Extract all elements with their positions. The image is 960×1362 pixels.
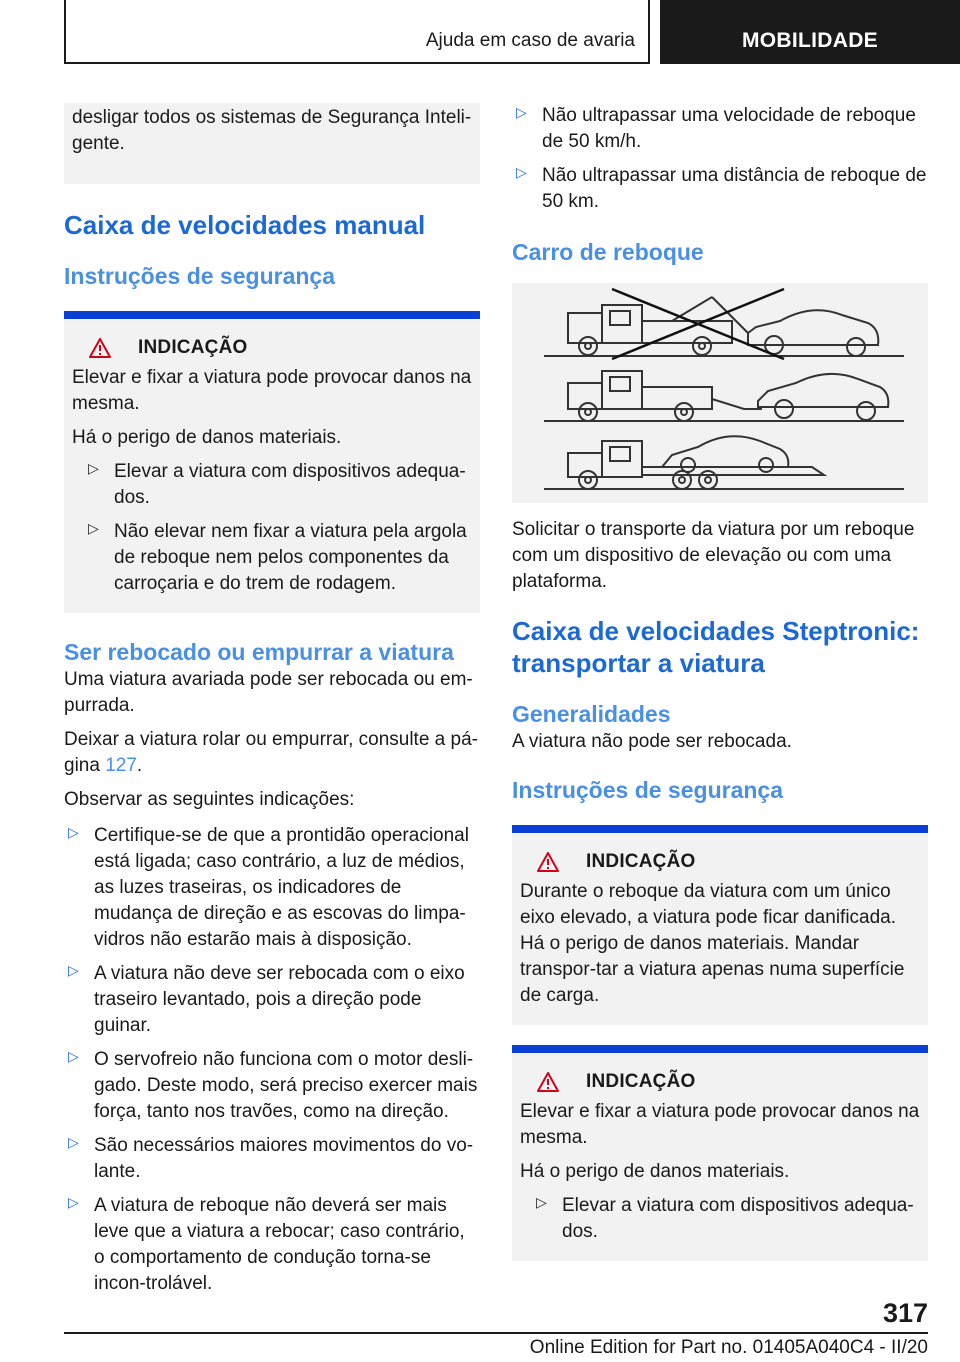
heading-general: Generalidades	[512, 701, 671, 727]
tow-truck-illustration	[512, 283, 928, 503]
warning-triangle-icon	[530, 852, 566, 872]
bullet-triangle-icon: ▷	[68, 1194, 79, 1210]
bullet-triangle-icon: ▷	[68, 824, 79, 840]
header-section-title: Ajuda em caso de avaria	[425, 30, 635, 51]
list-item-text: Não ultrapassar uma distância de reboque de 50 km.	[542, 165, 927, 212]
warning-text: Há o perigo de danos materiais.	[72, 427, 342, 448]
heading-steptronic: Caixa de velocidades Steptronic: transportar a viatura	[512, 616, 920, 678]
warning-title: INDICAÇÃO	[586, 1071, 696, 1092]
warning-title: INDICAÇÃO	[138, 337, 248, 358]
list-item	[512, 103, 928, 155]
warning-triangle-icon	[530, 1072, 566, 1092]
list-item-text: Não elevar nem fixar a viatura pela argola de reboque nem pelos componentes da carroçaria e do trem de rodagem.	[114, 521, 467, 594]
paragraph: Observar as seguintes indicações:	[64, 789, 355, 810]
page-link[interactable]: 127	[105, 755, 137, 776]
warning-text: Há o perigo de danos materiais.	[520, 1161, 790, 1182]
warning-triangle-icon	[82, 338, 118, 358]
paragraph: A viatura não pode ser rebocada.	[512, 731, 792, 752]
list-item-text: A viatura de reboque não deverá ser mais leve que a viatura a rebocar; caso contrário, o comportamento de condução torna-se incon-trolável.	[94, 1195, 465, 1294]
bullet-triangle-icon: ▷	[68, 962, 79, 978]
left-column	[64, 103, 480, 1305]
warning-box	[64, 311, 480, 613]
list-item	[512, 163, 928, 215]
list-item-text: Elevar a viatura com dispositivos adequa-dos.	[562, 1195, 914, 1242]
warning-header	[520, 1071, 920, 1093]
list-item	[64, 1193, 480, 1297]
bullet-triangle-icon: ▷	[536, 1194, 547, 1210]
header-chapter-tab: MOBILIDADE	[660, 0, 960, 64]
warning-title: INDICAÇÃO	[586, 851, 696, 872]
warning-box	[512, 1045, 928, 1261]
list-item-text: Elevar a viatura com dispositivos adequa-dos.	[114, 461, 466, 508]
page-number: 317	[882, 1298, 928, 1328]
list-item-text: Não ultrapassar uma velocidade de reboque de 50 km/h.	[542, 105, 916, 152]
bullet-triangle-icon: ▷	[88, 520, 99, 536]
bullet-triangle-icon: ▷	[68, 1134, 79, 1150]
list-item-text: A viatura não deve ser rebocada com o eixo traseiro levantado, pois a direção pode guinar.	[94, 963, 465, 1036]
bullet-triangle-icon: ▷	[88, 460, 99, 476]
warning-text: Elevar e fixar a viatura pode provocar danos na mesma.	[72, 367, 472, 414]
figure-caption: Solicitar o transporte da viatura por um reboque com um dispositivo de elevação ou com uma plataforma.	[512, 519, 915, 592]
heading-manual-gearbox: Caixa de velocidades manual	[64, 210, 426, 240]
list-item	[520, 1193, 920, 1245]
header-right-rule	[648, 0, 650, 64]
bullet-triangle-icon: ▷	[516, 164, 527, 180]
warning-header	[72, 337, 472, 359]
right-column	[512, 103, 928, 1261]
bullet-triangle-icon: ▷	[68, 1048, 79, 1064]
warning-box	[512, 825, 928, 1025]
bullet-triangle-icon: ▷	[516, 104, 527, 120]
heading-tow-truck: Carro de reboque	[512, 239, 704, 265]
list-item	[64, 1133, 480, 1185]
heading-towing: Ser rebocado ou empurrar a viatura	[64, 639, 454, 665]
warning-text: Elevar e fixar a viatura pode provocar danos na mesma.	[520, 1101, 920, 1148]
footer-rule	[64, 1332, 928, 1334]
heading-safety-instructions: Instruções de segurança	[512, 777, 783, 803]
list-item	[72, 459, 472, 511]
list-item-text: Certifique-se de que a prontidão operacional está ligada; caso contrário, a luz de médios, as luzes traseiras, os indicadores de mudança de direção e as escovas do limpa-vidros não estarão mais à disposição.	[94, 825, 469, 950]
header-bottom-rule	[64, 62, 650, 64]
warning-text: Durante o reboque da viatura com um único eixo elevado, a viatura pode ficar danificada. Há o perigo de danos materiais. Mandar transpor-tar a viatura apenas numa superfície de carga.	[520, 881, 905, 1006]
header-left-rule	[64, 0, 66, 64]
list-item	[72, 519, 472, 597]
list-item-text: O servofreio não funciona com o motor desli-gado. Deste modo, será preciso exercer mais força, tanto nos travões, como na direção.	[94, 1049, 478, 1122]
heading-safety-instructions: Instruções de segurança	[64, 263, 335, 289]
intro-box	[64, 103, 480, 184]
list-item	[64, 961, 480, 1039]
list-item-text: São necessários maiores movimentos do vo-lante.	[94, 1135, 474, 1182]
intro-text: desligar todos os sistemas de Segurança Inteli-gente.	[72, 107, 472, 154]
paragraph: Deixar a viatura rolar ou empurrar, consulte a pá-gina 127.	[64, 729, 478, 776]
warning-header	[520, 851, 920, 873]
tow-truck-drawing	[512, 283, 928, 503]
footer-edition-text: Online Edition for Part no. 01405A040C4 - II/20	[529, 1337, 928, 1358]
paragraph: Uma viatura avariada pode ser rebocada ou em-purrada.	[64, 669, 473, 716]
list-item	[64, 823, 480, 953]
list-item	[64, 1047, 480, 1125]
